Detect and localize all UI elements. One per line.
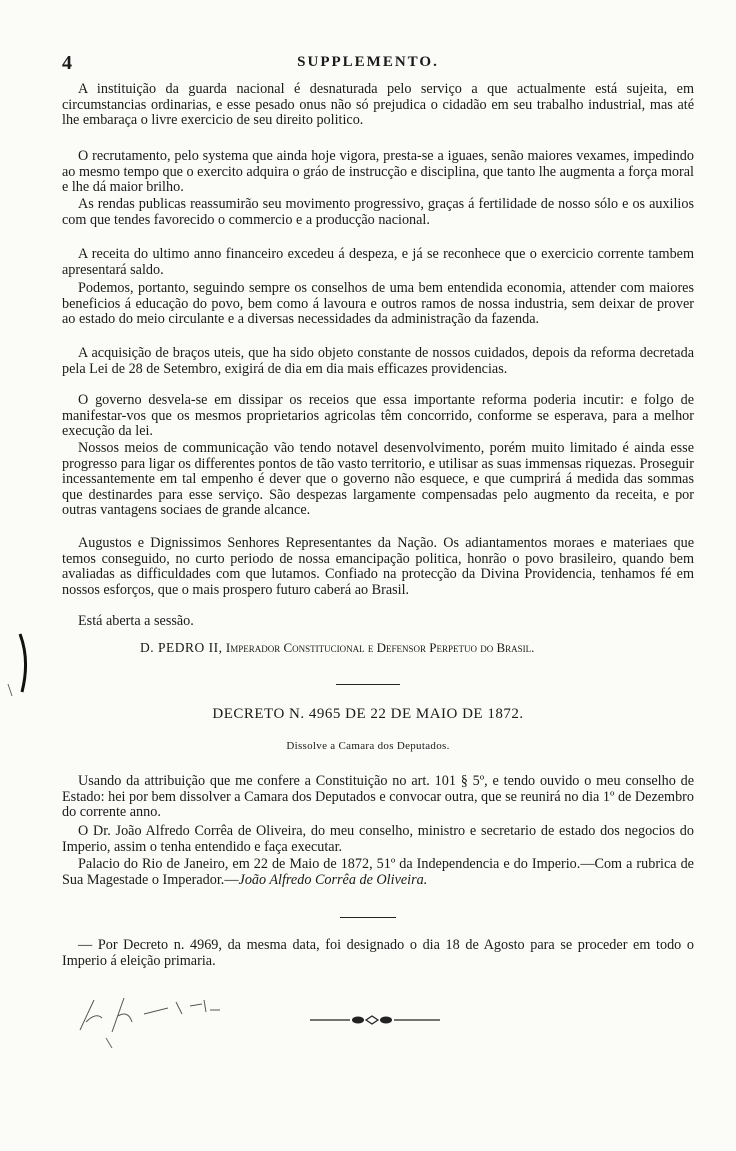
ornament-divider xyxy=(310,1012,440,1028)
page-header-title: SUPPLEMENTO. xyxy=(297,54,439,70)
decree-paragraph-palacio xyxy=(62,857,694,888)
decree-signer: João Alfredo Corrêa de Oliveira. xyxy=(238,871,428,888)
signature-name: D. PEDRO II, xyxy=(140,640,223,655)
decree-subtitle: Dissolve a Camara dos Deputados. xyxy=(286,740,450,752)
paragraph-sessao: Está aberta a sessão. xyxy=(78,613,194,629)
paragraph-bracos-uteis: A acquisição de braços uteis, que ha sido objeto constante de nossos cuidados, depois da reforma decretada pela Lei de 28 de Setembro, exigirá de dia em dia mais efficazes providencias. xyxy=(62,345,694,377)
margin-bracket-mark xyxy=(0,630,40,700)
signature-title: Imperador Constitucional e Defensor Perpetuo do Brasil. xyxy=(225,640,535,655)
signature-line xyxy=(140,640,534,656)
paragraph-rendas-publicas: As rendas publicas reassumirão seu movimento progressivo, graças á fertilidade de nosso sólo e os auxilios com que tendes favorecido o commercio e a producção nacional. xyxy=(62,196,694,228)
paragraph-guarda-nacional: A instituição da guarda nacional é desnaturada pelo serviço a que actualmente está sujeita, em circumstancias ordinarias, e esse pesado onus não só prejudica o cidadão em seu trabalho industrial, mas até lhe embaraça o livre exercicio de seu direito politico. xyxy=(62,81,694,129)
decree-title: DECRETO N. 4965 DE 22 DE MAIO DE 1872. xyxy=(212,706,524,722)
decree-palacio-text: Palacio do Rio de Janeiro, em 22 de Maio de 1872, 51º da Independencia e do Imperio.—Com a rubrica de Sua Magestade o Imperador.— xyxy=(62,856,694,888)
page-number: 4 xyxy=(62,52,72,74)
paragraph-communicacao: Nossos meios de communicação vão tendo notavel desenvolvimento, porém muito limitado é ainda esse progresso para ligar os differentes pontos de tão vasto territorio, e utilisar as suas immensas riquezas. Proseguir incessantemente em tal empenho é dever que o governo não esquece, e que cumprirá á medida das sommas que destinardes para esse serviço. São despezas largamente compensadas pelo augmento da receita, e por outras vantagens sociaes de grande alcance. xyxy=(62,440,694,519)
note-decreto-4969: — Por Decreto n. 4969, da mesma data, foi designado o dia 18 de Agosto para se proceder em todo o Imperio á eleição primaria. xyxy=(62,937,694,969)
handwritten-scribble xyxy=(72,992,272,1052)
divider-short-2 xyxy=(340,917,396,918)
paragraph-augustos: Augustos e Dignissimos Senhores Representantes da Nação. Os adiantamentos moraes e materiaes que temos conseguido, no curto periodo de nossa emancipação politica, honrão o povo brasileiro, quando bem avaliadas as difficuldades com que lutamos. Confiado na protecção da Divina Providencia, tenhamos fé em nossos esforços, que o mais prospero futuro caberá ao Brasil. xyxy=(62,535,694,598)
decree-paragraph-dissolucao: Usando da attribuição que me confere a Constituição no art. 101 § 5º, e tendo ouvido o meu conselho de Estado: hei por bem dissolver a Camara dos Deputados e convocar outra, que se reunirá no dia 1º de Dezembro do corrente anno. xyxy=(62,773,694,821)
paragraph-recrutamento: O recrutamento, pelo systema que ainda hoje vigora, presta-se a iguaes, senão maiores vexames, impedindo ao mesmo tempo que o exercito adquira o gráo de instrucção e disciplina, que tanto lhe augmenta a força moral e lhe dá maior brilho. xyxy=(62,148,694,196)
paragraph-governo-reforma: O governo desvela-se em dissipar os receios que essa importante reforma poderia incutir: e folgo de manifestar-vos que os mesmos proprietarios agricolas têm concorrido, conforme se esperava, para a melhor execução da lei. xyxy=(62,392,694,440)
divider-short xyxy=(336,684,400,685)
paragraph-economia: Podemos, portanto, seguindo sempre os conselhos de uma bem entendida economia, attender com maiores beneficios á educação do povo, bem como á lavoura e outros ramos de nossa industria, sem deixar de prover ao estado do meio circulante e a diversas necessidades da administração da fazenda. xyxy=(62,280,694,328)
paragraph-receita: A receita do ultimo anno financeiro excedeu á despeza, e já se reconhece que o exercicio corrente tambem apresentará saldo. xyxy=(62,246,694,278)
decree-paragraph-ministro: O Dr. João Alfredo Corrêa de Oliveira, do meu conselho, ministro e secretario de estado dos negocios do Imperio, assim o tenha entendido e faça executar. xyxy=(62,823,694,855)
